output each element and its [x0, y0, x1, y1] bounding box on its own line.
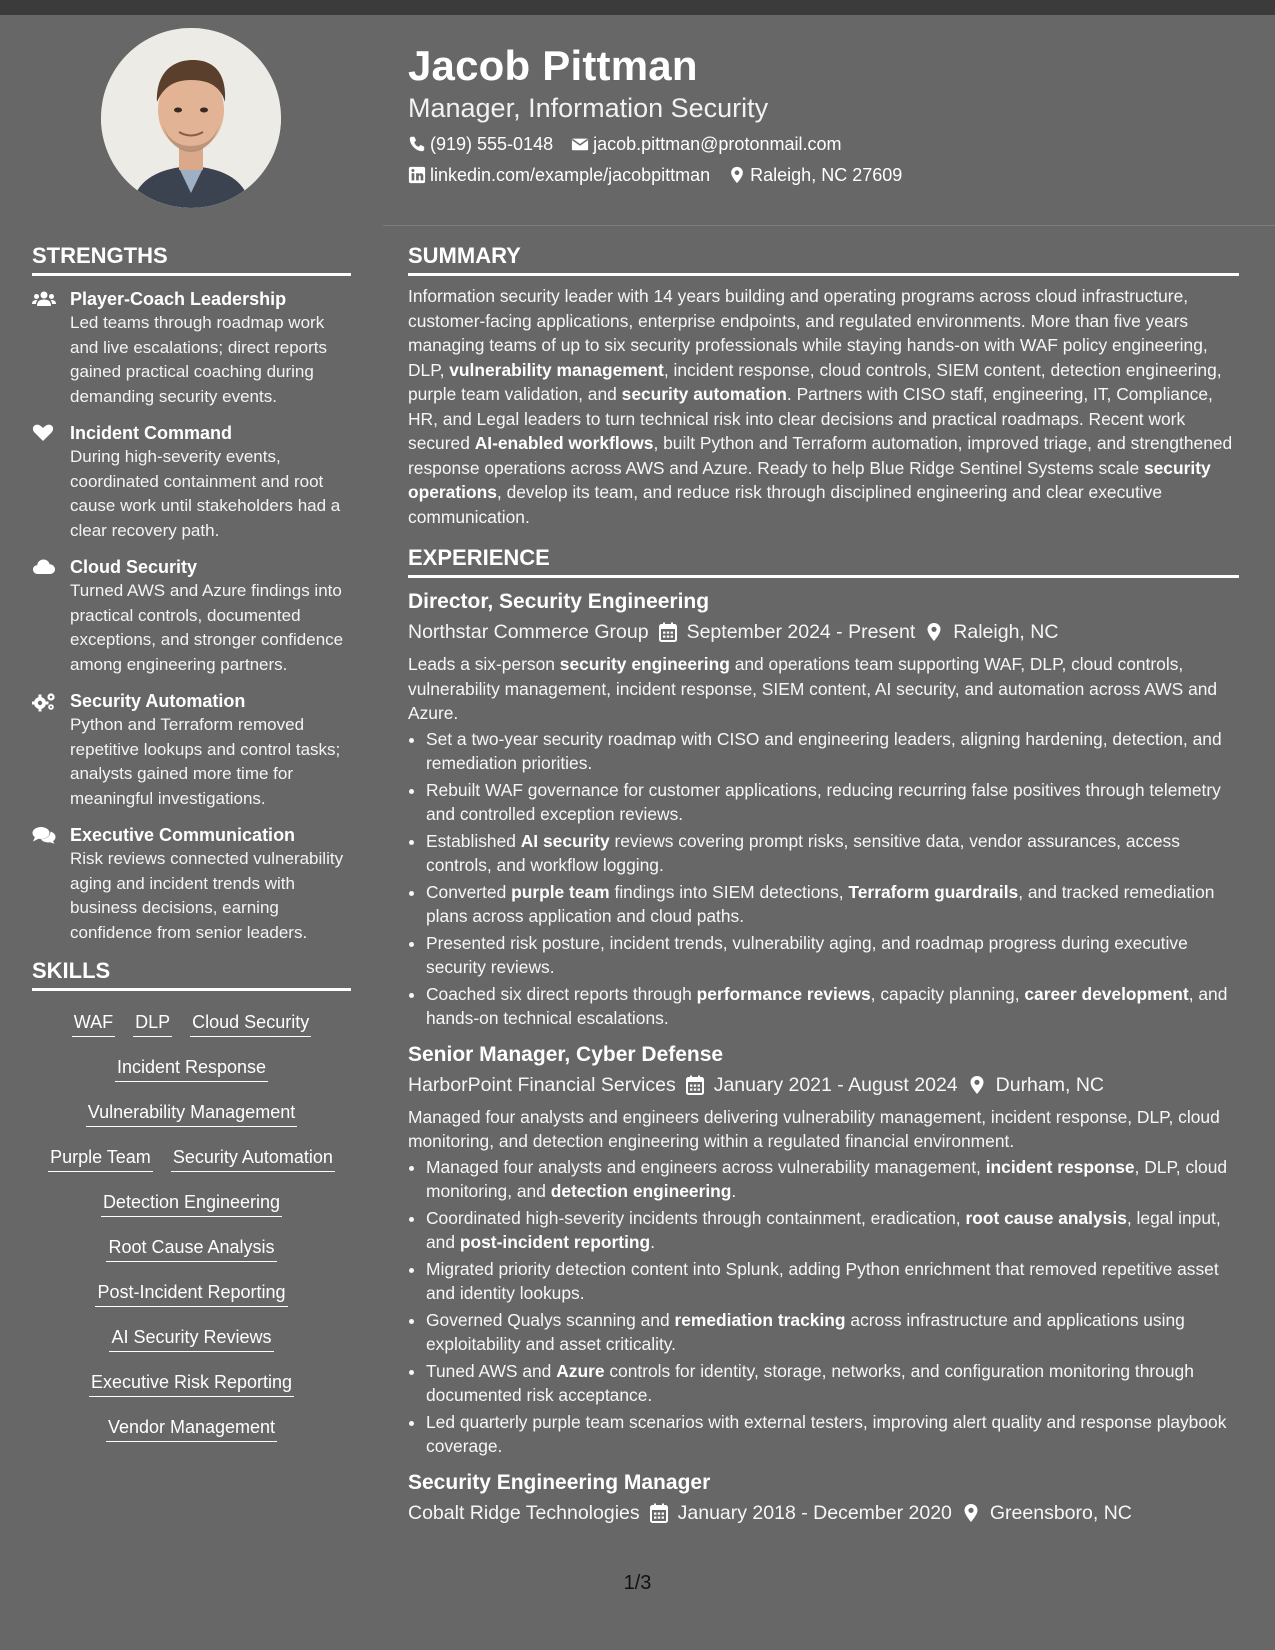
map-pin-icon	[728, 166, 746, 184]
skill-row	[32, 1271, 351, 1316]
skill-tag[interactable]: Post-Incident Reporting	[95, 1281, 287, 1307]
emphasis-text: career development	[1024, 983, 1189, 1004]
emphasis-text: Azure	[556, 1360, 605, 1381]
skill-row	[32, 1406, 351, 1451]
company-name: Northstar Commerce Group	[408, 621, 649, 643]
left-column	[32, 243, 351, 1451]
job-title: Senior Manager, Cyber Defense	[408, 1042, 724, 1066]
emphasis-text: post-incident reporting	[459, 1232, 651, 1252]
job-dates: January 2021 - August 2024	[713, 1073, 958, 1096]
map-pin-icon	[968, 1075, 986, 1095]
job-entry	[408, 1469, 1239, 1526]
skill-tag[interactable]: Security Automation	[171, 1146, 335, 1172]
skill-row	[32, 1046, 351, 1091]
linkedin-icon	[408, 166, 426, 184]
skill-row	[32, 1316, 351, 1361]
strength-item	[32, 824, 351, 945]
bullet-item: • Managed four analysts and engineers across vulnerability management, incident response, DLP, cloud monitoring, and detection engineering.	[426, 1155, 1239, 1204]
job-bullets	[408, 1155, 1239, 1459]
strength-title: Incident Command	[70, 423, 233, 443]
emphasis-text: vulnerability management	[449, 359, 664, 380]
bullet-item: • Set a two-year security roadmap with CISO and engineering leaders, aligning hardening, detection, and remediation priorities.	[426, 727, 1239, 776]
candidate-name: Jacob Pittman	[408, 42, 698, 89]
email-contact	[571, 133, 841, 155]
company-name: HarborPoint Financial Services	[408, 1073, 676, 1096]
skill-row	[32, 1226, 351, 1271]
envelope-icon	[571, 135, 589, 153]
job-bullets	[408, 727, 1239, 1031]
job-meta	[408, 1072, 1239, 1098]
job-title: Security Engineering Manager	[408, 1470, 711, 1494]
location-text: Raleigh, NC 27609	[750, 165, 903, 185]
skill-row	[32, 1136, 351, 1181]
cloud-icon	[32, 556, 60, 677]
emphasis-text: root cause analysis	[965, 1207, 1127, 1228]
page-indicator: 1/3	[623, 1572, 652, 1594]
top-bar	[0, 0, 1275, 15]
bullet-item: • Coordinated high-severity incidents through containment, eradication, root cause analysis, legal input, and post-incident reporting.	[426, 1206, 1239, 1255]
calendar-icon	[659, 622, 677, 642]
summary-text: Information security leader with 14 years building and operating programs across cloud infrastructure, customer-facing applications, enterprise endpoints, and regulated environments. More than five years managing teams of up to six security professionals while staying hands-on with WAF policy engineering, DLP, vulnerability management, incident response, cloud controls, SIEM content, detection engineering, purple team validation, and security automation. Partners with CISO staff, engineering, IT, Compliance, HR, and Legal leaders to turn technical risk into clear decisions and practical roadmaps. Recent work secured AI-enabled workflows, built Python and Terraform automation, improved triage, and strengthened response operations across AWS and Azure. Ready to help Blue Ridge Sentinel Systems scale security operations, develop its team, and reduce risk through disciplined engineering and clear executive communication.	[408, 286, 1233, 527]
emphasis-text: detection engineering	[550, 1181, 732, 1201]
map-pin-icon	[962, 1503, 980, 1523]
right-column	[408, 243, 1239, 1526]
skill-tag[interactable]: DLP	[133, 1011, 172, 1037]
skill-tag[interactable]: Vendor Management	[106, 1416, 277, 1442]
job-description: Leads a six-person security engineering and operations team supporting WAF, DLP, cloud controls, vulnerability management, incident response, SIEM content, AI security, and automation across AWS and Azure.	[408, 654, 1218, 723]
gears-icon	[32, 690, 60, 811]
job-meta	[408, 619, 1239, 645]
job-location: Raleigh, NC	[953, 621, 1059, 643]
skill-tag[interactable]: Cloud Security	[190, 1011, 311, 1037]
header-divider	[383, 225, 1275, 226]
skills-heading: SKILLS	[32, 958, 351, 991]
emphasis-text: performance reviews	[696, 983, 871, 1004]
linkedin-contact	[408, 164, 710, 186]
bullet-item: • Tuned AWS and Azure controls for identity, storage, networks, and configuration monitoring through documented risk acceptance.	[426, 1359, 1239, 1408]
strength-item	[32, 690, 351, 811]
skill-tag[interactable]: WAF	[72, 1011, 115, 1037]
phone-number[interactable]: (919) 555-0148	[430, 134, 554, 154]
job-location: Durham, NC	[995, 1073, 1104, 1096]
phone-contact	[408, 133, 553, 155]
bullet-item: • Presented risk posture, incident trends, vulnerability aging, and roadmap progress during executive security reviews.	[426, 931, 1239, 980]
company-name: Cobalt Ridge Technologies	[408, 1501, 640, 1524]
job-entry	[408, 588, 1239, 1031]
skill-tag[interactable]: Executive Risk Reporting	[89, 1371, 294, 1397]
skill-tag[interactable]: AI Security Reviews	[109, 1326, 273, 1352]
job-description: Managed four analysts and engineers delivering vulnerability management, incident response, DLP, cloud monitoring, and detection engineering within a regulated financial environment.	[408, 1106, 1220, 1151]
strength-title: Security Automation	[70, 691, 246, 711]
emphasis-text: purple team	[511, 881, 610, 902]
contact-row-1	[408, 133, 1248, 155]
strength-item	[32, 556, 351, 677]
strength-description: Python and Terraform removed repetitive lookups and control tasks; analysts gained more time for meaningful investigations.	[70, 715, 341, 808]
strength-title: Player-Coach Leadership	[70, 289, 287, 309]
strength-description: Led teams through roadmap work and live escalations; direct reports gained practical coaching during demanding security events.	[70, 313, 328, 406]
skills-list	[32, 1001, 351, 1451]
bullet-item: • Rebuilt WAF governance for customer applications, reducing recurring false positives through telemetry and controlled exception reviews.	[426, 778, 1239, 827]
linkedin-link[interactable]: linkedin.com/example/jacobpittman	[430, 165, 711, 185]
strength-item	[32, 422, 351, 543]
bullet-item: • Governed Qualys scanning and remediation tracking across infrastructure and applications using exploitability and asset criticality.	[426, 1308, 1239, 1357]
bullet-item: • Led quarterly purple team scenarios with external testers, improving alert quality and response playbook coverage.	[426, 1410, 1239, 1459]
comments-icon	[32, 824, 60, 945]
emphasis-text: AI security	[520, 830, 610, 851]
emphasis-text: security operations	[408, 457, 1211, 502]
phone-icon	[408, 135, 426, 153]
strength-item	[32, 288, 351, 409]
skill-tag[interactable]: Root Cause Analysis	[106, 1236, 276, 1262]
heart-icon	[32, 422, 60, 543]
skill-tag[interactable]: Incident Response	[115, 1056, 268, 1082]
profile-photo	[101, 28, 281, 208]
skill-row	[32, 1001, 351, 1046]
emphasis-text: security automation	[621, 384, 787, 404]
skill-tag[interactable]: Detection Engineering	[101, 1191, 282, 1217]
strength-description: Turned AWS and Azure findings into practical controls, documented exceptions, and stronger confidence among engineering partners.	[70, 581, 344, 674]
emphasis-text: Terraform guardrails	[848, 881, 1019, 902]
strengths-list	[32, 288, 351, 945]
strengths-heading: STRENGTHS	[32, 243, 351, 276]
contact-row-2	[408, 164, 1248, 186]
strength-description: During high-severity events, coordinated containment and root cause work until stakeholders had a clear recovery path.	[70, 447, 341, 540]
job-meta	[408, 1500, 1239, 1526]
bullet-item: • Migrated priority detection content into Splunk, adding Python enrichment that removed repetitive asset and identity lookups.	[426, 1257, 1239, 1306]
bullet-item: • Coached six direct reports through performance reviews, capacity planning, career development, and hands-on technical escalations.	[426, 982, 1239, 1031]
bullet-item: • Established AI security reviews covering prompt risks, sensitive data, vendor assurances, access controls, and workflow logging.	[426, 829, 1239, 878]
skill-tag[interactable]: Purple Team	[48, 1146, 153, 1172]
job-entry	[408, 1041, 1239, 1459]
users-icon	[32, 288, 60, 409]
strength-title: Executive Communication	[70, 825, 296, 845]
email-link[interactable]: jacob.pittman@protonmail.com	[593, 134, 842, 154]
job-title: Director, Security Engineering	[408, 590, 710, 613]
experience-heading: EXPERIENCE	[408, 545, 1239, 578]
emphasis-text: AI-enabled workflows	[474, 433, 654, 453]
bullet-item: • Converted purple team findings into SIEM detections, Terraform guardrails, and tracked remediation plans across application and cloud paths.	[426, 880, 1239, 929]
skill-row	[32, 1361, 351, 1406]
skill-row	[32, 1091, 351, 1136]
strength-title: Cloud Security	[70, 557, 198, 577]
emphasis-text: security engineering	[559, 654, 730, 674]
emphasis-text: remediation tracking	[674, 1309, 846, 1330]
calendar-icon	[650, 1503, 668, 1523]
job-location: Greensboro, NC	[989, 1501, 1132, 1524]
strength-description: Risk reviews connected vulnerability aging and incident trends with business decisions, earning confidence from senior leaders.	[70, 849, 344, 942]
calendar-icon	[686, 1075, 704, 1095]
location-contact	[728, 164, 902, 186]
job-dates: September 2024 - Present	[686, 621, 916, 643]
map-pin-icon	[925, 622, 943, 642]
emphasis-text: incident response	[985, 1156, 1135, 1177]
skill-row	[32, 1181, 351, 1226]
resume-header	[408, 40, 1248, 186]
summary-heading: SUMMARY	[408, 243, 1239, 276]
skill-tag[interactable]: Vulnerability Management	[86, 1101, 297, 1127]
candidate-title: Manager, Information Security	[408, 93, 769, 123]
job-dates: January 2018 - December 2020	[677, 1501, 952, 1524]
